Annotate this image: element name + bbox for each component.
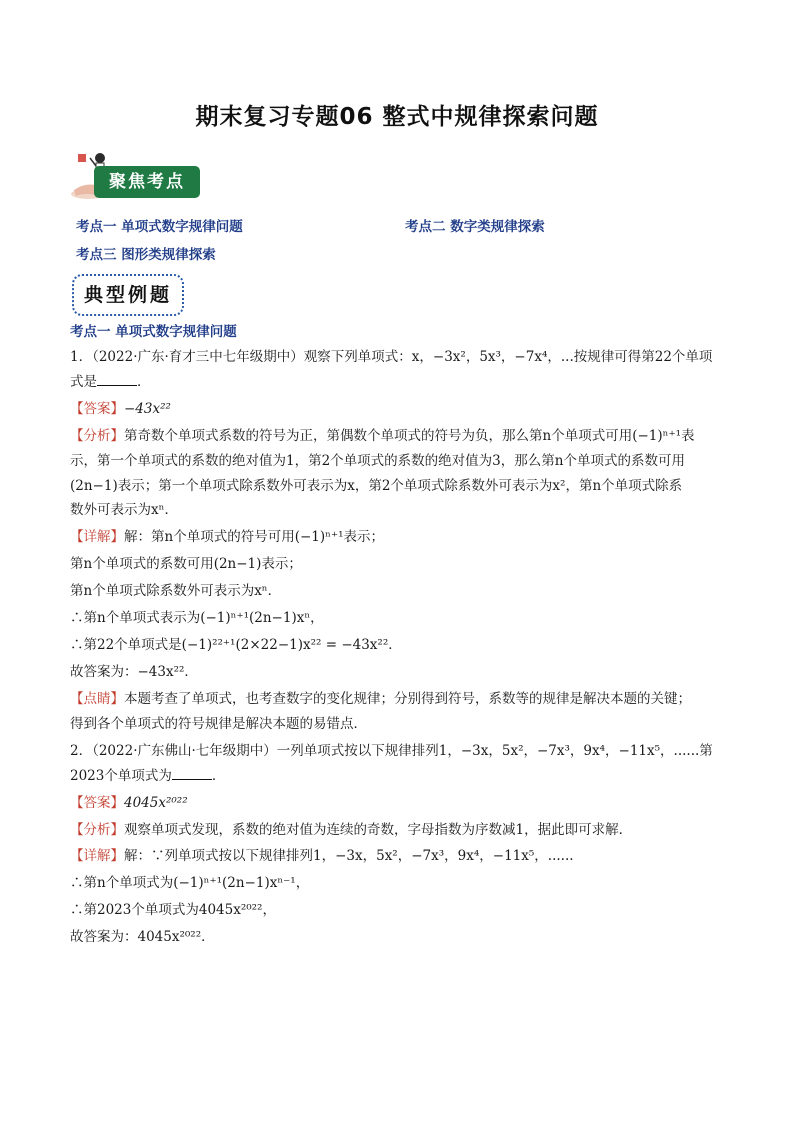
question-2-stem-line-2	[70, 766, 730, 787]
answer-value: −43x²²	[124, 400, 171, 417]
analysis-tag: 【分析】	[70, 821, 124, 838]
question-2-answer	[70, 793, 730, 814]
question-2-detail-line-4: 故答案为：4045x²⁰²²．	[70, 929, 215, 946]
question-1-detail-line-1	[70, 527, 730, 548]
answer-value: 4045x²⁰²²	[124, 794, 188, 811]
question-1-stem-text: 式是	[70, 373, 97, 390]
question-2-stem-text: 2023个单项式为	[70, 767, 172, 784]
topic-link-2[interactable]: 考点二 数字类规律探索	[405, 219, 545, 235]
question-2-analysis	[70, 820, 730, 841]
topic-link-1[interactable]: 考点一 单项式数字规律问题	[76, 219, 243, 235]
detail-text-1: 解：∵列单项式按以下规律排列1，−3x，5x²，−7x³，9x⁴，−11x⁵，......	[124, 848, 574, 865]
analysis-text: 观察单项式发现，系数的绝对值为连续的奇数，字母指数为序数减1，据此即可求解．	[124, 821, 633, 838]
question-1-detail-line-4: ∴第n个单项式表示为(−1)ⁿ⁺¹(2n−1)xⁿ，	[70, 610, 324, 627]
typical-examples-badge: 典型例题	[72, 274, 184, 316]
topic-link-3[interactable]: 考点三 图形类规律探索	[76, 247, 216, 263]
question-1-analysis-line-4: 数外可表示为xⁿ．	[70, 502, 178, 519]
question-1-stem-line-2	[70, 372, 730, 393]
question-1-comment-line-1	[70, 689, 730, 710]
question-2-stem-line-1: 2．（2022·广东佛山·七年级期中）一列单项式按以下规律排列1，−3x，5x²，−7x³，9x⁴，−11x⁵，......第	[70, 742, 713, 759]
question-1-comment-line-2: 得到各个单项式的符号规律是解决本题的易错点．	[70, 715, 367, 732]
question-1-detail-line-6: 故答案为：−43x²²．	[70, 663, 198, 680]
answer-blank	[172, 767, 212, 780]
question-2-detail-line-2: ∴第n个单项式为(−1)ⁿ⁺¹(2n−1)xⁿ⁻¹，	[70, 875, 310, 892]
answer-tag: 【答案】	[70, 400, 124, 417]
answer-tag: 【答案】	[70, 794, 124, 811]
question-1-detail-line-2: 第n个单项式的系数可用(2n−1)表示；	[70, 556, 302, 573]
question-1-detail-line-5: ∴第22个单项式是(−1)²²⁺¹(2×22−1)x²² = −43x²²．	[70, 637, 402, 654]
analysis-tag: 【分析】	[70, 427, 124, 444]
detail-text-1: 解：第n个单项式的符号可用(−1)ⁿ⁺¹表示；	[124, 529, 385, 546]
comment-tag: 【点睛】	[70, 690, 124, 707]
question-1-stem-end: ．	[137, 373, 151, 390]
content-body	[70, 322, 730, 954]
question-1-stem-line-1: 1．（2022·广东·育才三中七年级期中）观察下列单项式：x，−3x²，5x³，−7x⁴，...按规律可得第22个单项	[70, 348, 713, 365]
question-2-detail-line-3: ∴第2023个单项式为4045x²⁰²²，	[70, 902, 276, 919]
question-1-analysis-line-3: (2n−1)表示；第一个单项式除系数外可表示为x，第2个单项式除系数外可表示为x²，第n个单项式除系	[70, 477, 683, 494]
detail-tag: 【详解】	[70, 848, 124, 865]
question-2-stem-end: ．	[211, 767, 226, 784]
question-1-detail-line-3: 第n个单项式除系数外可表示为xⁿ．	[70, 583, 282, 600]
answer-blank	[97, 373, 137, 386]
analysis-text-1: 第奇数个单项式系数的符号为正，第偶数个单项式的符号为负，那么第n个单项式可用(−1)ⁿ⁺¹表	[124, 427, 695, 444]
question-1-analysis-line-2: 示，第一个单项式的系数的绝对值为1，第2个单项式的系数的绝对值为3，那么第n个单项式的系数可用	[70, 452, 685, 469]
section-heading-1: 考点一 单项式数字规律问题	[70, 324, 237, 340]
focus-banner-label: 聚焦考点	[94, 166, 200, 198]
page-title: 期末复习专题06 整式中规律探索问题	[195, 104, 599, 130]
detail-tag: 【详解】	[70, 529, 124, 546]
focus-banner	[70, 150, 205, 200]
question-2-detail-line-1	[70, 846, 730, 867]
comment-text-1: 本题考查了单项式，也考查数字的变化规律；分别得到符号，系数等的规律是解决本题的关键；	[124, 690, 691, 707]
question-1-analysis-line-1	[70, 426, 730, 447]
question-1-answer	[70, 399, 730, 420]
